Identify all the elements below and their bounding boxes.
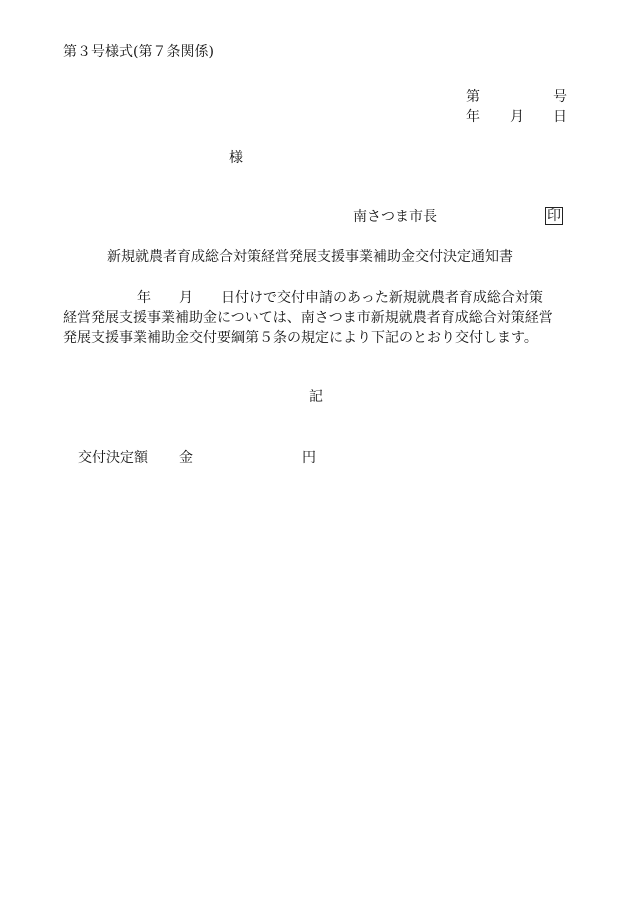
body-line-1-text: 日付けで交付申請のあった新規就農者育成総合対策: [221, 290, 543, 306]
ki-heading: 記: [309, 389, 323, 405]
body-year: 年: [137, 290, 151, 306]
document-title: 新規就農者育成総合対策経営発展支援事業補助金交付決定通知書: [107, 249, 513, 265]
amount-prefix: 金: [179, 450, 193, 466]
body-line-2: 経営発展支援事業補助金については、南さつま市新規就農者育成総合対策経営: [63, 310, 553, 326]
form-number: 第３号様式(第７条関係): [63, 44, 214, 60]
body-line-1: [63, 291, 543, 305]
amount-unit: 円: [302, 450, 316, 466]
body-month: 月: [179, 290, 193, 306]
date-day: 日: [553, 109, 567, 125]
body-line-3: 発展支援事業補助金交付要綱第５条の規定により下記のとおり交付します。: [63, 330, 538, 346]
amount-label: 交付決定額: [78, 450, 148, 466]
date-month: 月: [510, 109, 524, 125]
document-number-prefix: 第: [466, 89, 480, 105]
addressee-suffix: 様: [229, 150, 243, 166]
document-number-suffix: 号: [553, 89, 567, 105]
seal-mark: 印: [547, 208, 561, 224]
issuer-name: 南さつま市長: [353, 209, 437, 225]
date-year: 年: [466, 109, 480, 125]
